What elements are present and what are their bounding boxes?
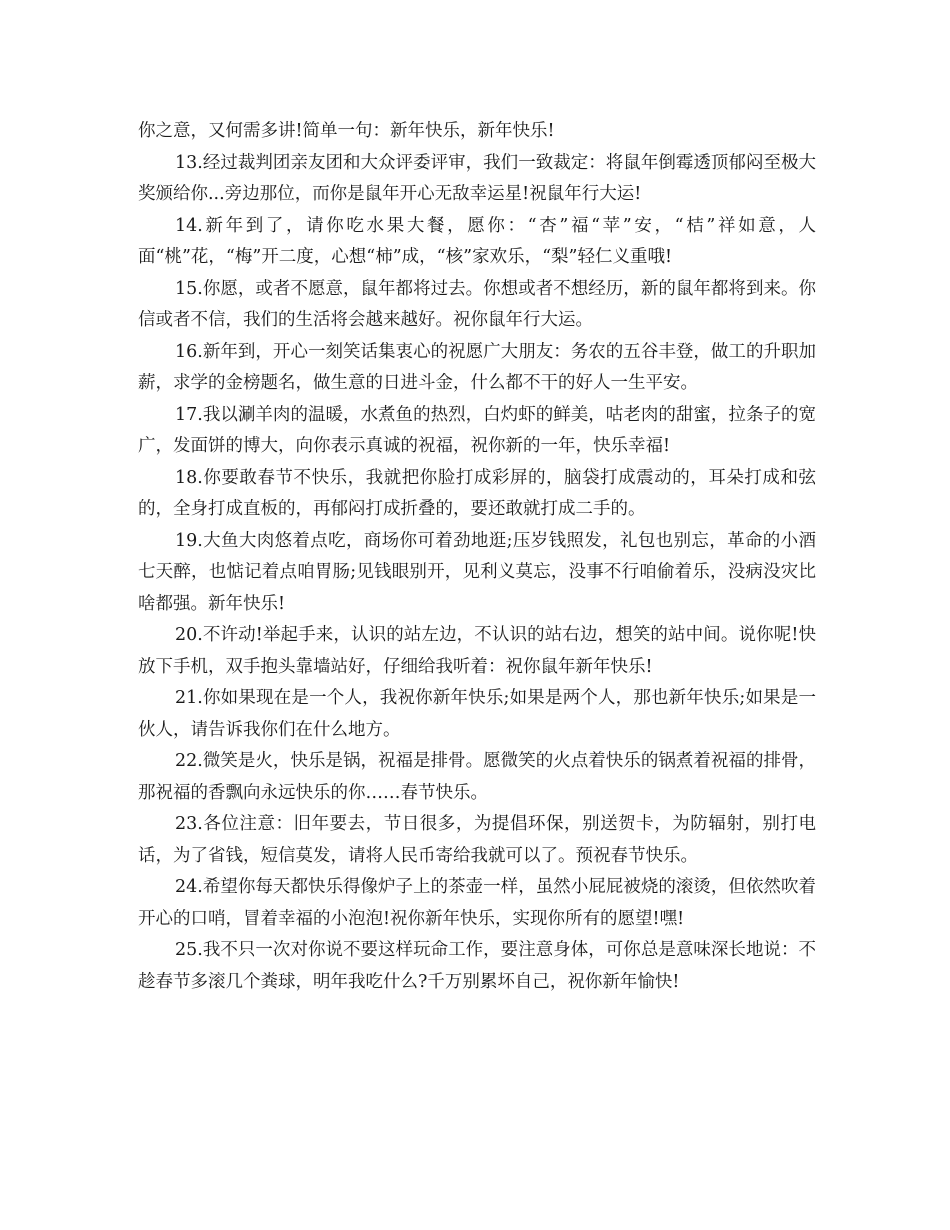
document-body <box>138 116 816 998</box>
paragraph-22: 22.微笑是火，快乐是锅，祝福是排骨。愿微笑的火点着快乐的锅煮着祝福的排骨，那祝福的香飘向永远快乐的你……春节快乐。 <box>138 751 816 803</box>
paragraph-16: 16.新年到，开心一刻笑话集衷心的祝愿广大朋友：务农的五谷丰登，做工的升职加薪，求学的金榜题名，做生意的日进斗金，什么都不干的好人一生平安。 <box>138 341 816 393</box>
paragraph-19: 19.大鱼大肉悠着点吃，商场你可着劲地逛;压岁钱照发，礼包也别忘，革命的小酒七天醉，也惦记着点咱胃肠;见钱眼别开，见利义莫忘，没事不行咱偷着乐，没病没灾比啥都强。新年快乐! <box>138 530 816 614</box>
paragraph-21: 21.你如果现在是一个人，我祝你新年快乐;如果是两个人，那也新年快乐;如果是一伙人，请告诉我你们在什么地方。 <box>138 688 816 740</box>
paragraph-14: 14.新年到了，请你吃水果大餐，愿你：“杏”福“苹”安，“桔”祥如意，人面“桃”花，“梅”开二度，心想“柿”成，“核”家欢乐，“梨”轻仁义重哦! <box>138 215 816 267</box>
paragraph-continuation: 你之意，又何需多讲!简单一句：新年快乐，新年快乐! <box>138 121 555 141</box>
paragraph-24: 24.希望你每天都快乐得像炉子上的茶壶一样，虽然小屁屁被烧的滚烫，但依然吹着开心的口哨，冒着幸福的小泡泡!祝你新年快乐，实现你所有的愿望!嘿! <box>138 877 816 929</box>
paragraph-13: 13.经过裁判团亲友团和大众评委评审，我们一致裁定：将鼠年倒霉透顶郁闷至极大奖颁给你...旁边那位，而你是鼠年开心无敌幸运星!祝鼠年行大运! <box>138 152 816 204</box>
paragraph-15: 15.你愿，或者不愿意，鼠年都将过去。你想或者不想经历，新的鼠年都将到来。你信或者不信，我们的生活将会越来越好。祝你鼠年行大运。 <box>138 278 816 330</box>
paragraph-17: 17.我以涮羊肉的温暖，水煮鱼的热烈，白灼虾的鲜美，咕老肉的甜蜜，拉条子的宽广，发面饼的博大，向你表示真诚的祝福，祝你新的一年，快乐幸福! <box>138 404 816 456</box>
paragraph-25: 25.我不只一次对你说不要这样玩命工作，要注意身体，可你总是意味深长地说：不趁春节多滚几个粪球，明年我吃什么?千万别累坏自己，祝你新年愉快! <box>138 940 816 992</box>
paragraph-18: 18.你要敢春节不快乐，我就把你脸打成彩屏的，脑袋打成震动的，耳朵打成和弦的，全身打成直板的，再郁闷打成折叠的，要还敢就打成二手的。 <box>138 467 816 519</box>
paragraph-23: 23.各位注意：旧年要去，节日很多，为提倡环保，别送贺卡，为防辐射，别打电话，为了省钱，短信莫发，请将人民币寄给我就可以了。预祝春节快乐。 <box>138 814 816 866</box>
paragraph-20: 20.不许动!举起手来，认识的站左边，不认识的站右边，想笑的站中间。说你呢!快放下手机，双手抱头靠墙站好，仔细给我听着：祝你鼠年新年快乐! <box>138 625 816 677</box>
